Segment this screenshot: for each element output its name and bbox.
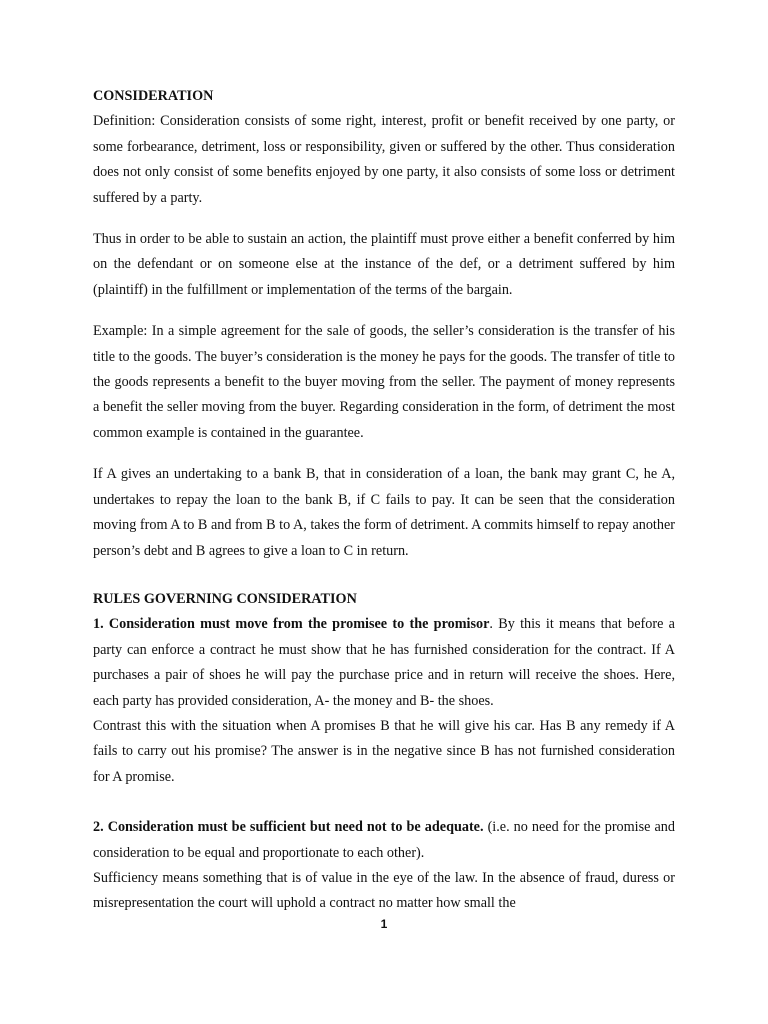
example-paragraph: Example: In a simple agreement for the sale of goods, the seller’s consideration is the transfer of his title to the goods. The buyer’s consideration is the money he pays for the goods. The transfer of title to the goods represents a benefit to the buyer moving from the seller. The payment of money represents a benefit the seller moving from the buyer. Regarding consideration in the form, of detriment the most common example is contained in the guarantee. (93, 323, 675, 441)
rule2-number: 2 (93, 819, 101, 836)
rule1-contrast-paragraph: Contrast this with the situation when A promises B that he will give his car. Has B any remedy if A fails to carry out his promise? The answer is in the negative since B has not furnished consideration for A promise. (93, 717, 675, 785)
document-body (93, 84, 675, 917)
rule2-title: . Consideration must be sufficient but need not to be adequate. (100, 819, 484, 836)
heading-consideration: CONSIDERATION (93, 88, 214, 104)
rule1-title: 1. Consideration must move from the promisee to the promisor (93, 616, 490, 633)
sustain-action-paragraph: Thus in order to be able to sustain an action, the plaintiff must prove either a benefit conferred by him on the defendant or on someone else at the instance of the def, or a detriment suffered by him (plaintiff) in the fulfillment or implementation of the terms of the bargain. (93, 231, 675, 298)
rule2-heading-paragraph (93, 815, 675, 866)
page-number: 1 (380, 917, 388, 931)
bank-guarantee-paragraph: If A gives an undertaking to a bank B, that in consideration of a loan, the bank may grant C, he A, undertakes to repay the loan to the bank B, if C fails to pay. It can be seen that the consideration moving from A to B and from B to A, takes the form of detriment. A commits himself to repay another person’s debt and B agrees to give a loan to C in return. (93, 466, 675, 559)
definition-paragraph: Definition: Consideration consists of some right, interest, profit or benefit received by one party, or some forbearance, detriment, loss or responsibility, given or suffered by the other. Thus consideration does not only consist of some benefits enjoyed by one party, it also consists of some loss or detriment suffered by a party. (93, 113, 675, 206)
rule2-note: (i.e. no need for the promise and consideration to be equal and proportionate to each other). (93, 819, 675, 861)
heading-rules: RULES GOVERNING CONSIDERATION (93, 590, 357, 607)
rule2-text-paragraph: Sufficiency means something that is of value in the eye of the law. In the absence of fraud, duress or misrepresentation the court will uphold a contract no matter how small the (93, 869, 675, 912)
rule1-paragraph (93, 612, 675, 714)
rule1-text: . By this it means that before a party can enforce a contract he must show that he has furnished consideration for the contract. If A purchases a pair of shoes he will pay the purchase price and in return will receive the shoes. Here, each party has provided consideration, A- the money and B- the shoes. (93, 616, 675, 709)
